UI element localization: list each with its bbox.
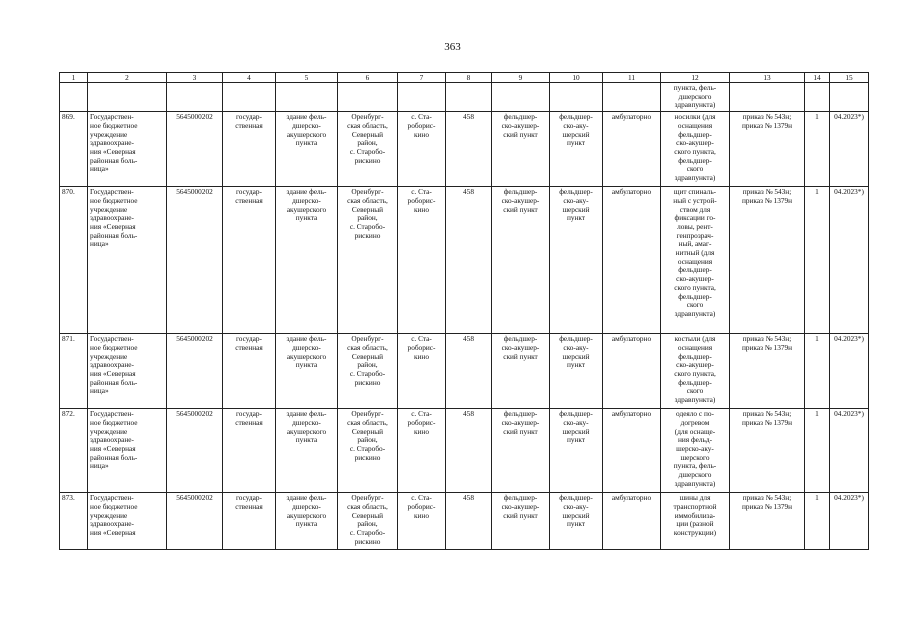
- cell-care-type: амбулаторно: [603, 112, 661, 187]
- cell-equipment: костыли (для оснащения фельдшер- ско-акушер- ского пункта, фельдшер- ского здравпункта): [661, 334, 730, 409]
- column-number: 14: [805, 73, 830, 83]
- cell-empty: [398, 83, 446, 112]
- cell-empty: [338, 83, 398, 112]
- cell-address: Оренбург- ская область, Северный район, с. Старобо- рискино: [338, 112, 398, 187]
- cell-quantity: 1: [805, 493, 830, 550]
- cell-order: приказ № 543н; приказ № 1379н: [730, 112, 805, 187]
- cell-number: 872.: [60, 409, 88, 493]
- cell-unit: фельдшер- ско-аку- шерский пункт: [550, 493, 603, 550]
- cell-order: приказ № 543н; приказ № 1379н: [730, 409, 805, 493]
- cell-ownership: государ- ственная: [223, 187, 276, 334]
- cell-settlement: с. Ста- роборис- кино: [398, 112, 446, 187]
- cell-care-type: амбулаторно: [603, 187, 661, 334]
- cell-value: 458: [446, 187, 492, 334]
- cell-value: 458: [446, 409, 492, 493]
- cell-ownership: государ- ственная: [223, 112, 276, 187]
- table-row: [60, 187, 869, 334]
- cell-address: Оренбург- ская область, Северный район, с. Старобо- рискино: [338, 334, 398, 409]
- table-row: [60, 334, 869, 409]
- cell-unit: фельдшер- ско-аку- шерский пункт: [550, 187, 603, 334]
- column-number: 2: [88, 73, 167, 83]
- table-row: [60, 409, 869, 493]
- cell-unit-type: фельдшер- ско-акушер- ский пункт: [492, 409, 550, 493]
- cell-empty: [603, 83, 661, 112]
- cell-quantity: 1: [805, 334, 830, 409]
- cell-value: 458: [446, 112, 492, 187]
- cell-unit-type: фельдшер- ско-акушер- ский пункт: [492, 334, 550, 409]
- cell-empty: [805, 83, 830, 112]
- column-number: 10: [550, 73, 603, 83]
- cell-organization: Государствен- ное бюджетное учреждение здравоохране- ния «Северная районная боль- ница»: [88, 334, 167, 409]
- cell-order: приказ № 543н; приказ № 1379н: [730, 334, 805, 409]
- cell-empty: [60, 83, 88, 112]
- column-number: 11: [603, 73, 661, 83]
- cell-code: 5645000202: [167, 493, 223, 550]
- column-number: 7: [398, 73, 446, 83]
- cell-organization: Государствен- ное бюджетное учреждение здравоохране- ния «Северная районная боль- ница»: [88, 112, 167, 187]
- cell-empty: [167, 83, 223, 112]
- cell-empty: [550, 83, 603, 112]
- cell-settlement: с. Ста- роборис- кино: [398, 409, 446, 493]
- cell-equipment: одеяло с по- догревом (для оснаще- ния фельд- шерско-аку- шерского пункта, фель- дшерского здравпункта): [661, 409, 730, 493]
- column-numbers-row: [60, 73, 869, 83]
- column-number: 15: [830, 73, 869, 83]
- cell-empty: [446, 83, 492, 112]
- cell-care-type: амбулаторно: [603, 334, 661, 409]
- cell-order: приказ № 543н; приказ № 1379н: [730, 187, 805, 334]
- cell-empty: [492, 83, 550, 112]
- cell-equipment: носилки (для оснащения фельдшер- ско-акушер- ского пункта, фельдшер- ского здравпункта): [661, 112, 730, 187]
- cell-code: 5645000202: [167, 187, 223, 334]
- column-number: 13: [730, 73, 805, 83]
- cell-empty: [830, 83, 869, 112]
- cell-empty: [88, 83, 167, 112]
- cell-organization: Государствен- ное бюджетное учреждение здравоохране- ния «Северная районная боль- ница»: [88, 409, 167, 493]
- column-number: 12: [661, 73, 730, 83]
- equipment-table: [59, 72, 869, 550]
- table-row: [60, 493, 869, 550]
- cell-number: 873.: [60, 493, 88, 550]
- table-row: [60, 112, 869, 187]
- cell-quantity: 1: [805, 112, 830, 187]
- cell-ownership: государ- ственная: [223, 409, 276, 493]
- cell-date: 04.2023*): [830, 493, 869, 550]
- cell-date: 04.2023*): [830, 112, 869, 187]
- cell-organization: Государствен- ное бюджетное учреждение здравоохране- ния «Северная: [88, 493, 167, 550]
- cell-building: здание фель- дшерско- акушерского пункта: [276, 334, 338, 409]
- cell-number: 871.: [60, 334, 88, 409]
- page-number: 363: [444, 41, 461, 53]
- cell-date: 04.2023*): [830, 187, 869, 334]
- cell-settlement: с. Ста- роборис- кино: [398, 493, 446, 550]
- cell-order: приказ № 543н; приказ № 1379н: [730, 493, 805, 550]
- cell-number: 870.: [60, 187, 88, 334]
- cell-date: 04.2023*): [830, 334, 869, 409]
- cell-unit-type: фельдшер- ско-акушер- ский пункт: [492, 112, 550, 187]
- cell-building: здание фель- дшерско- акушерского пункта: [276, 409, 338, 493]
- cell-organization: Государствен- ное бюджетное учреждение здравоохране- ния «Северная районная боль- ница»: [88, 187, 167, 334]
- cell-unit-type: фельдшер- ско-акушер- ский пункт: [492, 493, 550, 550]
- cell-equipment: шины для транспортной иммобилиза- ции (разной конструкции): [661, 493, 730, 550]
- cell-settlement: с. Ста- роборис- кино: [398, 334, 446, 409]
- cell-unit: фельдшер- ско-аку- шерский пункт: [550, 409, 603, 493]
- cell-unit: фельдшер- ско-аку- шерский пункт: [550, 112, 603, 187]
- cell-ownership: государ- ственная: [223, 334, 276, 409]
- column-number: 5: [276, 73, 338, 83]
- cell-care-type: амбулаторно: [603, 409, 661, 493]
- continuation-row: [60, 83, 869, 112]
- cell-ownership: государ- ственная: [223, 493, 276, 550]
- cell-unit: фельдшер- ско-аку- шерский пункт: [550, 334, 603, 409]
- cell-quantity: 1: [805, 409, 830, 493]
- cell-building: здание фель- дшерско- акушерского пункта: [276, 187, 338, 334]
- cell-address: Оренбург- ская область, Северный район, с. Старобо- рискино: [338, 409, 398, 493]
- cell-unit-type: фельдшер- ско-акушер- ский пункт: [492, 187, 550, 334]
- cell-equipment: щит спиналь- ный с устрой- ством для фиксации го- ловы, рент- генпрозрач- ный, амаг- нитный (для оснащения фельдшер- ско-акушер- ского пункта, фельдшер- ского здравпункта): [661, 187, 730, 334]
- cell-building: здание фель- дшерско- акушерского пункта: [276, 112, 338, 187]
- cell-care-type: амбулаторно: [603, 493, 661, 550]
- cell-building: здание фель- дшерско- акушерского пункта: [276, 493, 338, 550]
- column-number: 9: [492, 73, 550, 83]
- column-number: 8: [446, 73, 492, 83]
- cell-code: 5645000202: [167, 409, 223, 493]
- cell-equipment: пункта, фель- дшерского здравпункта): [661, 83, 730, 112]
- cell-address: Оренбург- ская область, Северный район, с. Старобо- рискино: [338, 187, 398, 334]
- cell-empty: [730, 83, 805, 112]
- column-number: 4: [223, 73, 276, 83]
- column-number: 6: [338, 73, 398, 83]
- column-number: 3: [167, 73, 223, 83]
- cell-address: Оренбург- ская область, Северный район, с. Старобо- рискино: [338, 493, 398, 550]
- cell-value: 458: [446, 493, 492, 550]
- cell-code: 5645000202: [167, 112, 223, 187]
- cell-quantity: 1: [805, 187, 830, 334]
- cell-date: 04.2023*): [830, 409, 869, 493]
- cell-empty: [276, 83, 338, 112]
- cell-settlement: с. Ста- роборис- кино: [398, 187, 446, 334]
- cell-empty: [223, 83, 276, 112]
- cell-code: 5645000202: [167, 334, 223, 409]
- column-number: 1: [60, 73, 88, 83]
- cell-number: 869.: [60, 112, 88, 187]
- cell-value: 458: [446, 334, 492, 409]
